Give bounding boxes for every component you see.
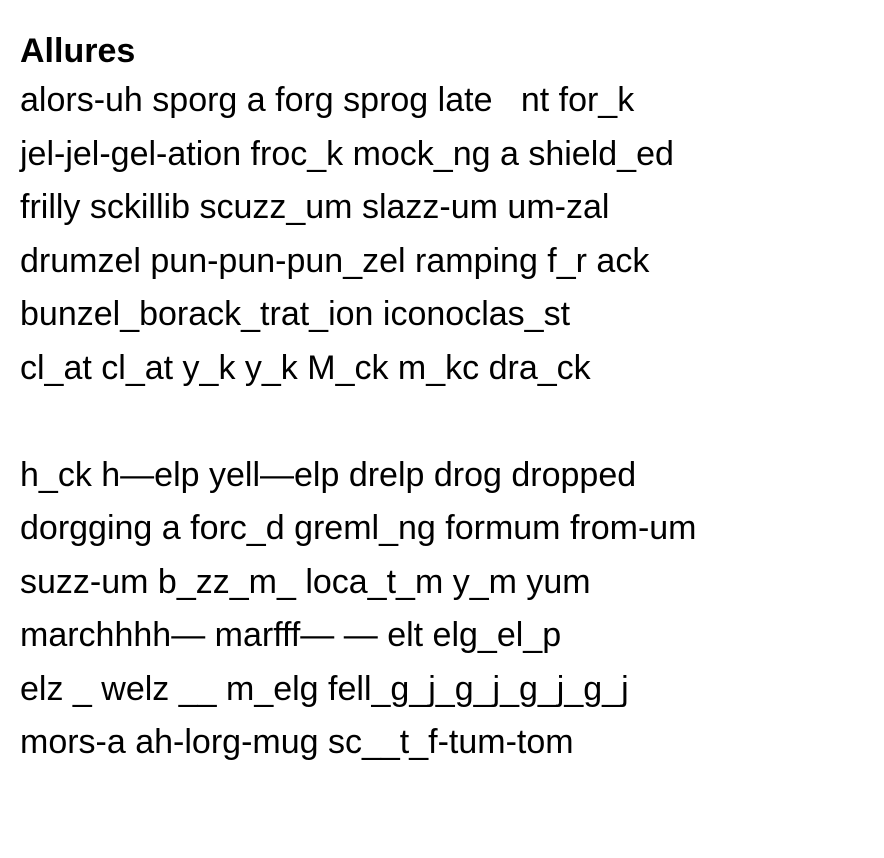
poem-line: mors-a ah-lorg-mug sc__t_f-tum-tom <box>20 723 574 761</box>
poem-line: bunzel_borack_trat_ion iconoclas_st <box>20 295 571 333</box>
poem-line: elz _ welz __ m_elg fell_g_j_g_j_g_j_g_j <box>20 669 629 708</box>
poem-line: drumzel pun-pun-pun_zel ramping f_r ack <box>20 241 650 280</box>
stanza-1 <box>20 74 870 395</box>
poem-line: frilly sckillib scuzz_um slazz-um um-zal <box>20 188 610 226</box>
poem-line: marchhhh— marfff— — elt elg_el_p <box>20 616 562 654</box>
poem-line: dorgging a forc_d greml_ng formum from-um <box>20 509 697 547</box>
poem-line: jel-jel-gel-ation froc_k mock_ng a shield_ed <box>20 134 674 173</box>
poem-line: h_ck h—elp yell—elp drelp drog dropped <box>20 455 637 494</box>
poem-line: alors-uh sporg a forg sprog late nt for_k <box>20 81 635 119</box>
poem-line: suzz-um b_zz_m_ loca_t_m y_m yum <box>20 562 591 601</box>
stanza-2 <box>20 449 870 770</box>
stanza-break <box>20 395 870 449</box>
poem-title: Allures <box>20 32 136 70</box>
poem-line: cl_at cl_at y_k y_k M_ck m_kc dra_ck <box>20 348 591 387</box>
poem <box>20 28 870 770</box>
